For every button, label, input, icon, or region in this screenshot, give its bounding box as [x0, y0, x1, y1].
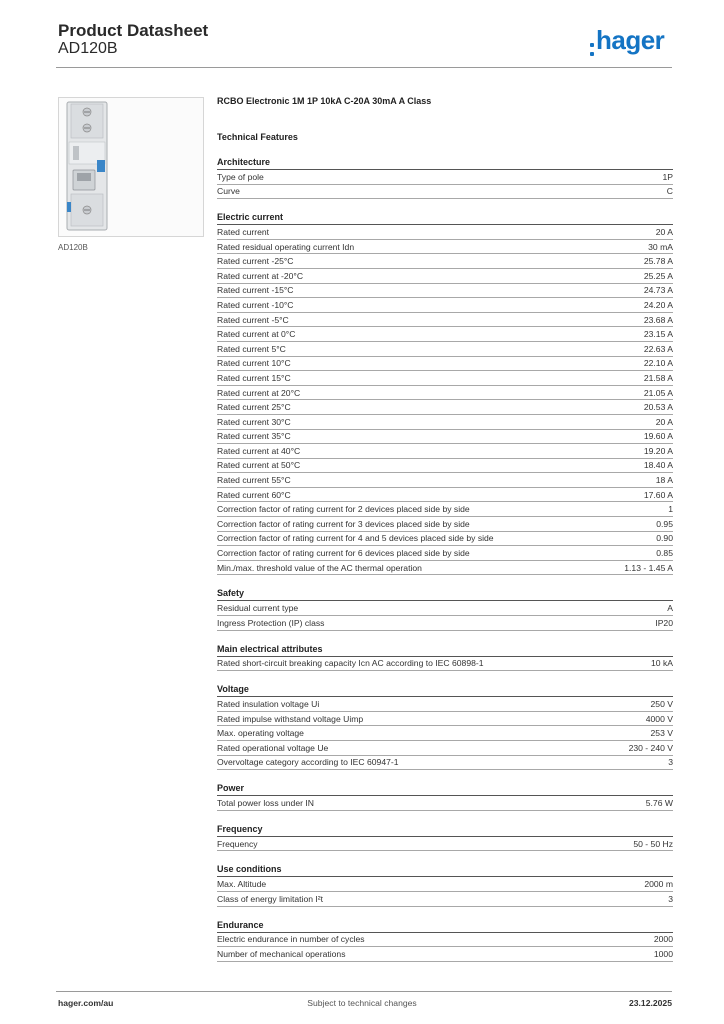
spec-value: 25.78 A [643, 256, 673, 267]
spec-value: 253 V [650, 728, 673, 739]
spec-value: 0.85 [656, 548, 673, 559]
spec-label: Rated current 30°C [217, 416, 291, 427]
spec-label: Rated current at 0°C [217, 329, 296, 340]
spec-row [217, 933, 673, 948]
spec-label: Rated current 25°C [217, 402, 291, 413]
spec-row [217, 430, 673, 445]
spec-value: 10 kA [651, 658, 673, 669]
spec-row [217, 546, 673, 561]
footer-divider [56, 991, 672, 992]
spec-label: Min./max. threshold value of the AC thermal operation [217, 562, 422, 573]
footer-website-link[interactable]: hager.com/au [58, 998, 114, 1008]
spec-label: Rated current -25°C [217, 256, 294, 267]
spec-section [217, 588, 673, 630]
section-title: Electric current [217, 212, 673, 225]
spec-row [217, 616, 673, 631]
spec-row [217, 741, 673, 756]
spec-value: 21.05 A [643, 387, 673, 398]
section-title: Architecture [217, 157, 673, 170]
spec-section [217, 920, 673, 962]
spec-row [217, 386, 673, 401]
spec-row [217, 185, 673, 200]
spec-value: 5.76 W [645, 797, 673, 808]
spec-label: Class of energy limitation I²t [217, 893, 324, 904]
spec-value: 30 mA [648, 241, 673, 252]
spec-row [217, 697, 673, 712]
spec-label: Rated current 10°C [217, 358, 291, 369]
spec-row [217, 444, 673, 459]
spec-value: 0.95 [656, 518, 673, 529]
spec-section [217, 864, 673, 906]
spec-section [217, 783, 673, 811]
spec-value: 18.40 A [643, 460, 673, 471]
spec-label: Frequency [217, 838, 258, 849]
logo-text: hager [596, 25, 665, 55]
spec-value: 19.60 A [643, 431, 673, 442]
spec-label: Rated current -10°C [217, 299, 294, 310]
section-title: Use conditions [217, 864, 673, 877]
spec-row [217, 298, 673, 313]
spec-value: 23.15 A [643, 329, 673, 340]
spec-section [217, 644, 673, 672]
rcbo-device-icon [59, 98, 203, 236]
spec-label: Type of pole [217, 171, 264, 182]
section-title: Voltage [217, 684, 673, 697]
spec-label: Rated current [217, 226, 270, 237]
spec-value: 24.73 A [643, 285, 673, 296]
spec-value: 20 A [655, 416, 673, 427]
spec-row [217, 947, 673, 962]
spec-label: Rated current at 20°C [217, 387, 301, 398]
technical-features-heading: Technical Features [217, 132, 298, 142]
spec-label: Rated current 35°C [217, 431, 291, 442]
logo-colon-icon [590, 43, 595, 56]
spec-label: Rated current at -20°C [217, 270, 304, 281]
section-title: Main electrical attributes [217, 644, 673, 657]
spec-label: Rated current 55°C [217, 475, 291, 486]
spec-row [217, 371, 673, 386]
spec-value: 1000 [653, 948, 673, 959]
spec-value: 17.60 A [643, 489, 673, 500]
spec-row [217, 342, 673, 357]
spec-row [217, 712, 673, 727]
spec-row [217, 726, 673, 741]
spec-label: Rated current at 40°C [217, 445, 301, 456]
spec-value: 2000 [653, 934, 673, 945]
spec-value: 25.25 A [643, 270, 673, 281]
footer-date: 23.12.2025 [628, 998, 672, 1008]
spec-value: 18 A [655, 475, 673, 486]
spec-row [217, 269, 673, 284]
section-title: Endurance [217, 920, 673, 933]
spec-value: 22.10 A [643, 358, 673, 369]
spec-row [217, 601, 673, 616]
page-title: Product Datasheet [58, 21, 209, 40]
spec-sections [217, 157, 673, 962]
section-title: Power [217, 783, 673, 796]
spec-row [217, 561, 673, 576]
spec-value: 230 - 240 V [628, 742, 673, 753]
spec-section [217, 684, 673, 770]
spec-row [217, 313, 673, 328]
spec-value: 3 [668, 757, 673, 768]
datasheet-content [217, 96, 673, 962]
spec-label: Residual current type [217, 603, 299, 614]
spec-label: Total power loss under IN [217, 797, 314, 808]
spec-label: Rated insulation voltage Ui [217, 699, 320, 710]
spec-label: Number of mechanical operations [217, 948, 346, 959]
spec-label: Max. Altitude [217, 879, 267, 890]
spec-value: 3 [668, 893, 673, 904]
spec-row [217, 327, 673, 342]
product-image [58, 97, 204, 237]
spec-row [217, 837, 673, 852]
spec-row [217, 357, 673, 372]
spec-label: Rated current 15°C [217, 372, 291, 383]
spec-value: 1 [668, 504, 673, 515]
spec-row [217, 170, 673, 185]
spec-row [217, 532, 673, 547]
spec-value: 20.53 A [643, 402, 673, 413]
spec-value: 24.20 A [643, 299, 673, 310]
spec-label: Rated current 60°C [217, 489, 291, 500]
spec-row [217, 225, 673, 240]
spec-value: 4000 V [645, 713, 673, 724]
product-name: RCBO Electronic 1M 1P 10kA C-20A 30mA A Class [217, 96, 432, 106]
spec-label: Rated current -15°C [217, 285, 294, 296]
spec-row [217, 796, 673, 811]
spec-row [217, 517, 673, 532]
spec-value: C [666, 186, 673, 197]
spec-label: Correction factor of rating current for 3 devices placed side by side [217, 518, 470, 529]
spec-value: IP20 [655, 617, 673, 628]
spec-section [217, 212, 673, 575]
spec-value: 23.68 A [643, 314, 673, 325]
spec-row [217, 756, 673, 771]
spec-label: Rated impulse withstand voltage Uimp [217, 713, 364, 724]
spec-value: 19.20 A [643, 445, 673, 456]
spec-label: Correction factor of rating current for 6 devices placed side by side [217, 548, 470, 559]
spec-label: Rated current 5°C [217, 343, 286, 354]
spec-label: Rated operational voltage Ue [217, 742, 329, 753]
product-code: AD120B [58, 40, 118, 57]
spec-row [217, 400, 673, 415]
spec-label: Rated residual operating current Idn [217, 241, 355, 252]
spec-label: Ingress Protection (IP) class [217, 617, 325, 628]
header-divider [56, 67, 672, 68]
section-title: Safety [217, 588, 673, 601]
spec-value: A [667, 603, 673, 614]
spec-value: 50 - 50 Hz [633, 838, 673, 849]
spec-label: Electric endurance in number of cycles [217, 934, 365, 945]
spec-row [217, 502, 673, 517]
spec-row [217, 877, 673, 892]
spec-row [217, 488, 673, 503]
spec-value: 1.13 - 1.45 A [624, 562, 673, 573]
spec-row [217, 892, 673, 907]
hager-logo [590, 27, 664, 56]
spec-section [217, 157, 673, 199]
spec-value: 2000 m [644, 879, 673, 890]
spec-value: 21.58 A [643, 372, 673, 383]
spec-label: Correction factor of rating current for 4 and 5 devices placed side by side [217, 533, 494, 544]
spec-row [217, 254, 673, 269]
spec-label: Overvoltage category according to IEC 60947-1 [217, 757, 399, 768]
spec-row [217, 459, 673, 474]
section-title: Frequency [217, 824, 673, 837]
spec-label: Rated current at 50°C [217, 460, 301, 471]
spec-label: Correction factor of rating current for 2 devices placed side by side [217, 504, 470, 515]
footer-note: Subject to technical changes [307, 998, 417, 1008]
spec-label: Rated current -5°C [217, 314, 289, 325]
spec-value: 250 V [650, 699, 673, 710]
spec-row [217, 284, 673, 299]
spec-section [217, 824, 673, 852]
spec-value: 1P [662, 171, 673, 182]
spec-label: Rated short-circuit breaking capacity Icn AC according to IEC 60898-1 [217, 658, 484, 669]
spec-row [217, 415, 673, 430]
spec-value: 22.63 A [643, 343, 673, 354]
spec-row [217, 657, 673, 672]
product-image-caption: AD120B [58, 243, 88, 252]
spec-row [217, 473, 673, 488]
spec-value: 20 A [655, 226, 673, 237]
spec-label: Curve [217, 186, 240, 197]
spec-row [217, 240, 673, 255]
spec-value: 0.90 [656, 533, 673, 544]
spec-label: Max. operating voltage [217, 728, 304, 739]
